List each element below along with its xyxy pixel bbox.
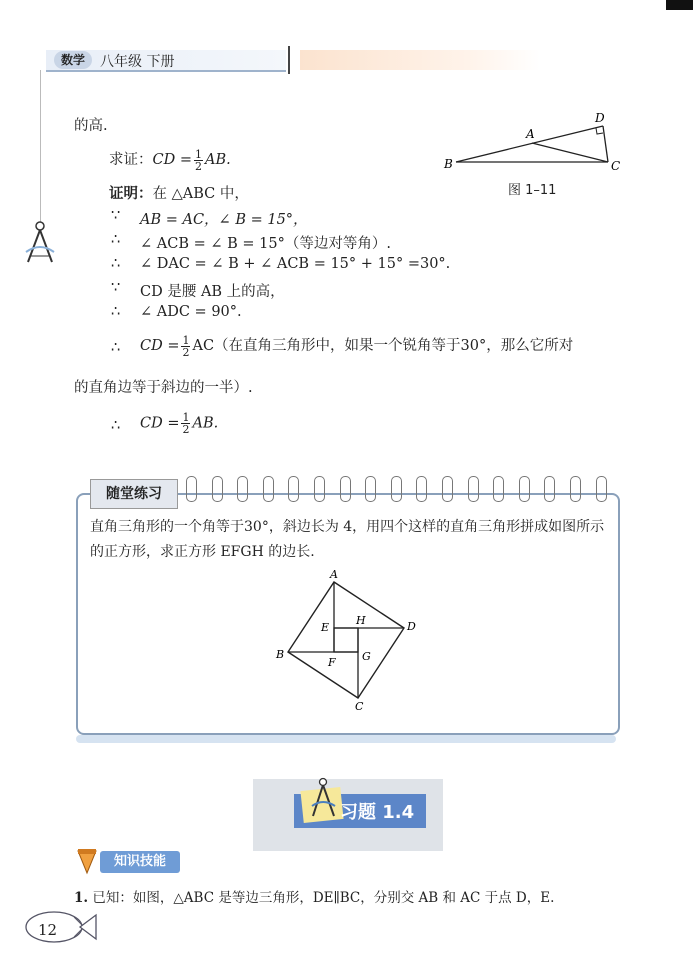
proof-conclusion	[140, 412, 218, 435]
notebook-ring	[365, 476, 376, 502]
point-label-d: D	[407, 620, 416, 633]
pencil-icon	[76, 847, 98, 875]
practice-figure	[270, 566, 430, 716]
knowledge-skills-badge: 知识技能	[100, 851, 180, 873]
inner-square-efgh	[334, 628, 358, 652]
proof-intro	[109, 182, 249, 203]
therefore-symbol: ∴	[111, 340, 121, 356]
notebook-ring	[237, 476, 248, 502]
proof-step-4: CD 是腰 AB 上的高，	[140, 284, 285, 300]
proof-step-1: AB = AC，∠ B = 15°，	[140, 212, 308, 228]
notebook-ring	[288, 476, 299, 502]
step6-lhs: CD =	[140, 338, 180, 354]
point-label-c: C	[355, 700, 364, 713]
margin-rule	[40, 70, 41, 230]
fraction-numerator: 1	[182, 411, 190, 424]
prove-rhs: AB.	[204, 152, 231, 168]
point-label-b: B	[444, 157, 453, 171]
header-divider	[288, 46, 290, 74]
point-label-g: G	[362, 650, 371, 663]
exercise-title: 习题 1.4	[340, 802, 415, 823]
proof-label: 证明：	[109, 186, 153, 202]
therefore-symbol: ∴	[111, 256, 121, 272]
fraction-denominator: 2	[182, 345, 190, 359]
fraction-denominator: 2	[194, 159, 202, 173]
point-label-a: A	[526, 127, 535, 141]
page-number: 12	[38, 921, 58, 939]
practice-text-1: 直角三角形的一个角等于30°，斜边长为 4，用四个这样的直角三角形拼成如图所示	[90, 519, 605, 535]
point-label-f: F	[328, 656, 336, 669]
figure-caption: 图 1–11	[508, 183, 557, 198]
proof-step-2: ∠ ACB = ∠ B = 15°（等边对等角）.	[140, 236, 391, 252]
notebook-ring	[468, 476, 479, 502]
proof-step-3: ∠ DAC = ∠ B + ∠ ACB = 15° + 15° =30°.	[140, 256, 451, 272]
outer-square	[288, 582, 404, 698]
text-line: 的高.	[74, 118, 108, 134]
therefore-symbol: ∴	[111, 232, 121, 248]
notebook-ring	[314, 476, 325, 502]
point-label-b: B	[276, 648, 285, 661]
notebook-ring	[391, 476, 402, 502]
segment-ac	[532, 143, 608, 162]
question-number: 1.	[74, 890, 89, 906]
notebook-ring	[544, 476, 555, 502]
point-label-d: D	[595, 111, 605, 125]
conclusion-rhs: AB.	[192, 415, 219, 432]
fraction	[181, 335, 190, 358]
fraction-numerator: 1	[182, 333, 190, 347]
conclusion-lhs: CD =	[140, 415, 180, 432]
fraction-denominator: 2	[182, 423, 190, 436]
notebook-ring	[212, 476, 223, 502]
point-label-a: A	[330, 568, 338, 581]
because-symbol: ∵	[111, 208, 121, 224]
notebook-ring	[340, 476, 351, 502]
practice-label: 随堂练习	[90, 479, 178, 509]
notebook-ring	[493, 476, 504, 502]
prove-lhs: CD =	[152, 152, 192, 168]
therefore-symbol: ∴	[111, 418, 121, 434]
compass-icon	[20, 218, 60, 268]
compass-icon	[306, 776, 340, 822]
therefore-symbol: ∴	[111, 304, 121, 320]
point-label-e: E	[321, 621, 330, 634]
proof-intro-text: 在 △ABC 中，	[152, 186, 249, 202]
point-label-h: H	[356, 614, 366, 627]
fraction-numerator: 1	[194, 147, 202, 161]
practice-box-shadow	[76, 735, 616, 743]
proof-step-6	[140, 334, 573, 358]
fraction	[194, 149, 203, 172]
notebook-ring	[519, 476, 530, 502]
prove-statement	[109, 148, 231, 172]
fraction	[181, 412, 190, 435]
practice-text-2: 的正方形，求正方形 EFGH 的边长.	[90, 544, 315, 560]
notebook-ring	[416, 476, 427, 502]
right-angle-mark	[596, 128, 603, 134]
figure-1-11	[438, 110, 628, 190]
proof-step-5: ∠ ADC = 90°.	[140, 304, 242, 320]
step6-rhs: AC（在直角三角形中，如果一个锐角等于30°，那么它所对	[192, 338, 574, 354]
proof-step-6-continued: 的直角边等于斜边的一半）.	[74, 380, 253, 396]
notebook-ring	[596, 476, 607, 502]
fish-ornament-icon	[20, 905, 100, 949]
notebook-ring	[570, 476, 581, 502]
grade-label: 八年级 下册	[100, 54, 175, 70]
page-corner-mark	[666, 0, 693, 10]
point-label-c: C	[611, 159, 621, 173]
segment-dc	[603, 126, 608, 162]
subject-badge: 数学	[54, 51, 92, 69]
question-1-text: 已知：如图，△ABC 是等边三角形，DE∥BC，分别交 AB 和 AC 于点 D，E.	[92, 890, 555, 906]
notebook-ring	[442, 476, 453, 502]
because-symbol: ∵	[111, 280, 121, 296]
question-1	[74, 886, 554, 906]
notebook-ring	[186, 476, 197, 502]
notebook-ring	[263, 476, 274, 502]
header-decoration	[300, 50, 540, 70]
prove-label: 求证：	[109, 152, 153, 168]
